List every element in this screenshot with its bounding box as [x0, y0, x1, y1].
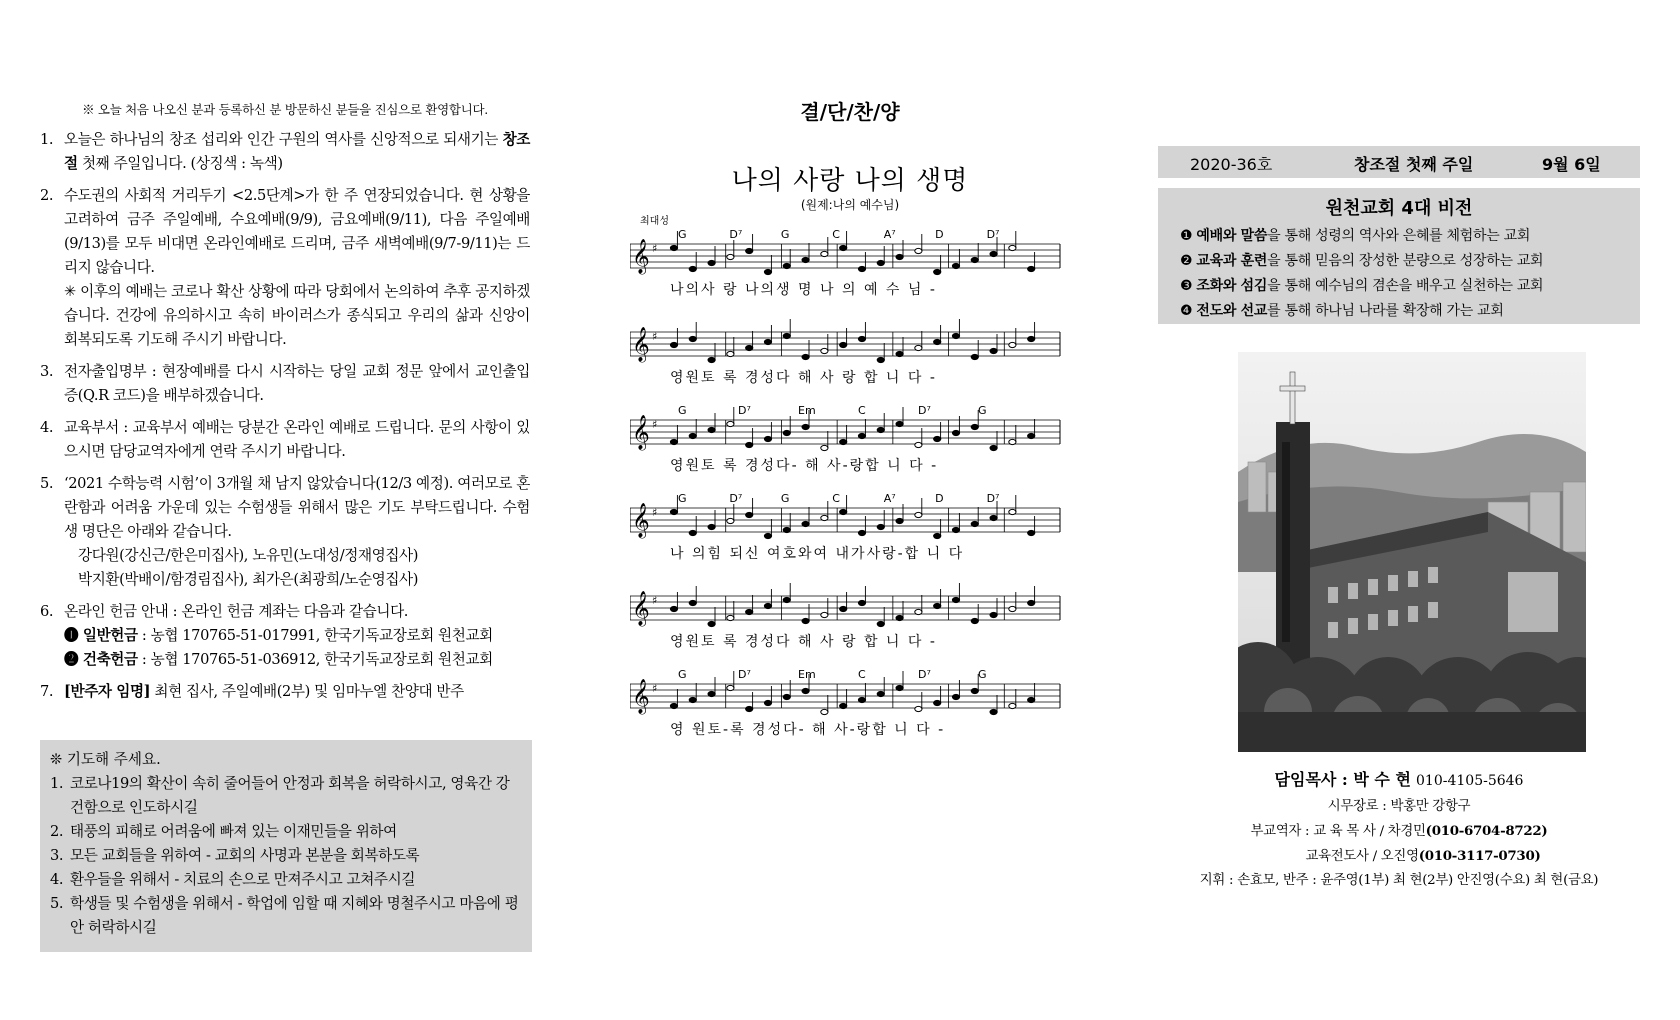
student-list-line: 박지환(박배이/함경림집사), 최가은(최광희/노순영집사): [78, 571, 419, 588]
note-head: [670, 606, 677, 611]
prayer-requests-box: [40, 740, 532, 952]
notice-number: 7.: [40, 683, 54, 700]
liturgical-day: 창조절 첫째 주일: [1354, 155, 1474, 174]
treble-clef: 𝄞: [632, 679, 650, 714]
notice-number: 4.: [40, 419, 54, 436]
note-head: [783, 597, 790, 602]
notice-text: ‘2021 수학능력 시험’이 3개월 채 남지 않았습니다(12/3 예정). 여러모로 혼란함과 어려움 가운데 있는 수험생들 위해서 많은 기도 부탁드립니다. 수험생 명단은 아래와 같습니다.: [64, 475, 530, 540]
notice-text: 오늘은 하나님의 창조 섭리와 인간 구원의 역사를 신앙적으로 되새기는: [64, 131, 503, 148]
note-head: [877, 524, 884, 529]
note-head: [877, 621, 884, 626]
chord-label: D⁷: [986, 492, 1000, 505]
note-head: [858, 336, 865, 341]
note-head: [802, 618, 809, 623]
note-head: [783, 263, 790, 268]
key-sharp: ♯: [652, 330, 658, 343]
note-head: [990, 445, 997, 450]
notice-4: [40, 416, 530, 464]
note-head: [952, 263, 959, 268]
note-head: [934, 269, 941, 274]
note-head: [877, 260, 884, 265]
note-head: [727, 685, 734, 690]
issue-date: 9월 6일: [1542, 155, 1601, 174]
note-head: [990, 515, 997, 520]
note-head: [990, 348, 997, 353]
vision-item: ❶ 예배와 말씀을 통해 성령의 역사와 은혜를 체험하는 교회: [1180, 228, 1531, 244]
note-head: [708, 357, 715, 362]
note-head: [764, 269, 771, 274]
chord-label: A⁷: [883, 228, 896, 241]
note-head: [727, 421, 734, 426]
key-sharp: ♯: [652, 594, 658, 607]
chord-label: D⁷: [738, 404, 751, 417]
note-head: [877, 427, 884, 432]
note-head: [934, 603, 941, 608]
note-head: [934, 533, 941, 538]
chord-label: Em: [798, 404, 816, 417]
chord-label: D⁷: [986, 228, 1000, 241]
lyric-line: 영원토 록 경성다 해 사 랑 합 니 다 -: [670, 634, 937, 650]
vision-title: 원천교회 4대 비전: [1325, 198, 1473, 219]
vision-item: ❸ 조화와 섬김을 통해 예수님의 겸손을 배우고 실천하는 교회: [1180, 278, 1544, 294]
notice-text: 수도권의 사회적 거리두기 <2.5단계>가 한 주 연장되었습니다. 현 상황을 고려하여 금주 주일예배, 수요예배(9/9), 금요예배(9/11), 다음 주일예배(9/13)를 모두 비대면 온라인예배로 드리며, 금주 새벽예배(9/7-9/11)는 드리지 않습니다.: [64, 187, 530, 276]
note-head: [708, 691, 715, 696]
notice-number: 3.: [40, 363, 54, 380]
chord-label: D⁷: [918, 668, 931, 681]
chord-label: Em: [798, 668, 816, 681]
chord-label: D⁷: [738, 668, 751, 681]
note-head: [1028, 697, 1035, 702]
note-head: [689, 336, 696, 341]
chord-label: A⁷: [883, 492, 896, 505]
note-head: [670, 703, 677, 708]
key-sharp: ♯: [652, 506, 658, 519]
education-evangelist: 교육전도사 / 오진영(010-3117-0730): [1305, 848, 1541, 864]
chord-label: C: [858, 668, 866, 681]
note-head: [727, 615, 734, 620]
note-head: [746, 706, 753, 711]
song-subtitle: (원제:나의 예수님): [800, 198, 900, 212]
note-head: [689, 433, 696, 438]
note-head: [952, 333, 959, 338]
lyric-line: 나 의힘 되신 여호와여 내가사랑-합 니 다: [670, 546, 965, 562]
note-head: [971, 521, 978, 526]
note-head: [821, 445, 828, 450]
note-head: [670, 439, 677, 444]
note-head: [896, 351, 903, 356]
note-head: [896, 615, 903, 620]
chord-label: G: [780, 228, 790, 241]
chord-label: D: [935, 492, 944, 505]
prayer-item: 3. 모든 교회들을 위하여 - 교회의 사명과 본분을 회복하도록: [50, 847, 420, 864]
note-head: [1028, 530, 1035, 535]
note-head: [877, 691, 884, 696]
prayer-title: ❊ 기도해 주세요.: [50, 751, 161, 768]
note-head: [952, 597, 959, 602]
notice-3: [40, 360, 530, 408]
lyric-line: 나의사 랑 나의생 명 나 의 예 수 님 -: [670, 282, 937, 298]
treble-clef: 𝄞: [632, 415, 650, 450]
senior-pastor: 담임목사 : 박 수 현 010-4105-5646: [1274, 770, 1524, 789]
note-head: [1028, 600, 1035, 605]
note-head: [689, 266, 696, 271]
note-head: [915, 609, 922, 614]
prayer-item: 1. 코로나19의 확산이 속히 줄어들어 안정과 회복을 허락하시고, 영육간 강건함으로 인도하시길: [50, 775, 510, 816]
vision-item: ❷ 교육과 훈련을 통해 믿음의 장성한 분량으로 성장하는 교회: [1180, 253, 1544, 269]
note-head: [915, 345, 922, 350]
note-head: [896, 421, 903, 426]
note-head: [670, 509, 677, 514]
lyric-line: 영원토 록 경성다- 해 사-랑합 니 다 -: [670, 458, 939, 474]
treble-clef: 𝄞: [632, 503, 650, 538]
chord-label: G: [978, 668, 987, 681]
note-head: [708, 260, 715, 265]
note-head: [802, 521, 809, 526]
note-head: [1009, 606, 1016, 611]
staff-info: [1158, 766, 1640, 893]
associate-pastor: 부교역자 : 교 육 목 사 / 차경민(010-6704-8722): [1250, 823, 1548, 839]
note-head: [821, 251, 828, 256]
note-head: [746, 442, 753, 447]
note-head: [746, 609, 753, 614]
chord-label: D⁷: [918, 404, 931, 417]
note-head: [877, 357, 884, 362]
note-head: [802, 257, 809, 262]
chord-label: G: [678, 404, 687, 417]
treble-clef: 𝄞: [632, 591, 650, 626]
treble-clef: 𝄞: [632, 327, 650, 362]
note-head: [746, 345, 753, 350]
note-head: [670, 342, 677, 347]
note-head: [1028, 266, 1035, 271]
note-head: [1009, 703, 1016, 708]
key-sharp: ♯: [652, 418, 658, 431]
note-head: [764, 700, 771, 705]
chord-label: D: [935, 228, 944, 241]
note-head: [971, 618, 978, 623]
note-head: [1028, 336, 1035, 341]
notice-6: [40, 600, 530, 672]
note-head: [971, 424, 978, 429]
note-head: [1009, 509, 1016, 514]
notice-number: 1.: [40, 131, 54, 148]
note-head: [783, 527, 790, 532]
note-head: [858, 530, 865, 535]
notice-text: 교육부서 : 교육부서 예배는 당분간 온라인 예배로 드립니다. 문의 사항이 있으시면 담당교역자에게 연락 주시기 바랍니다.: [64, 419, 530, 460]
prayer-item: 5. 학생들 및 수험생을 위해서 - 학업에 임할 때 지혜와 명철주시고 마음에 평안 허락하시길: [50, 895, 519, 936]
note-head: [689, 600, 696, 605]
note-head: [971, 688, 978, 693]
note-head: [783, 333, 790, 338]
note-head: [952, 527, 959, 532]
key-sharp: ♯: [652, 682, 658, 695]
note-head: [840, 509, 847, 514]
notice-2: [40, 184, 530, 352]
note-head: [746, 512, 753, 517]
notice-5: [40, 472, 530, 592]
note-head: [764, 533, 771, 538]
offering-account-general: ❶ 일반헌금 : 농협 170765-51-017991, 한국기독교장로회 원천교회: [64, 627, 493, 644]
student-list-line: 강다원(강신근/한은미집사), 노유민(노대성/정재영집사): [78, 547, 419, 564]
note-head: [783, 694, 790, 699]
note-head: [821, 348, 828, 353]
note-head: [764, 603, 771, 608]
note-head: [915, 706, 922, 711]
lyric-line: 영원토 록 경성다 해 사 랑 합 니 다 -: [670, 370, 937, 386]
vision-item: ❹ 전도와 선교를 통해 하나님 나라를 확장해 가는 교회: [1180, 303, 1504, 319]
note-head: [952, 694, 959, 699]
note-head: [858, 697, 865, 702]
note-head: [990, 251, 997, 256]
elders: 시무장로 : 박홍만 강항구: [1327, 799, 1471, 814]
notice-text: 첫째 주일입니다. (상징색 : 녹색): [77, 155, 283, 172]
hymn-section: [630, 92, 1070, 752]
lyric-line: 영 원토-록 경성다- 해 사-랑합 니 다 -: [670, 722, 946, 738]
note-head: [896, 518, 903, 523]
note-head: [1028, 433, 1035, 438]
note-head: [708, 524, 715, 529]
chord-label: G: [780, 492, 790, 505]
note-head: [858, 433, 865, 438]
vision-box: [1158, 188, 1640, 324]
note-head: [934, 436, 941, 441]
chord-label: C: [832, 492, 840, 505]
chord-label: G: [678, 668, 687, 681]
note-head: [821, 515, 828, 520]
note-head: [1009, 342, 1016, 347]
note-head: [840, 703, 847, 708]
notice-subnote: ✳ 이후의 예배는 코로나 확산 상황에 따라 당회에서 논의하여 추후 공지하겠습니다. 건강에 유의하시고 속히 바이러스가 종식되고 우리의 삶과 신앙이 회복되도록 기도해 주시기 바랍니다.: [64, 283, 530, 348]
note-head: [896, 685, 903, 690]
note-head: [915, 248, 922, 253]
prayer-item: 4. 환우들을 위해서 - 치료의 손으로 만져주시고 고쳐주시길: [50, 871, 416, 888]
notice-emphasis: 창조절: [64, 131, 530, 172]
note-head: [802, 354, 809, 359]
chord-label: D⁷: [729, 228, 743, 241]
music-staff: 지휘 : 손효모, 반주 : 윤주영(1부) 최 현(2부) 안진영(수요) 최 현(금요): [1199, 873, 1599, 888]
notice-text: 전자출입명부 : 현장예배를 다시 시작하는 당일 교회 정문 앞에서 교인출입증(Q.R 코드)을 배부하겠습니다.: [64, 363, 530, 404]
note-head: [764, 339, 771, 344]
notice-emphasis: [반주자 임명]: [64, 683, 151, 700]
note-head: [896, 254, 903, 259]
note-head: [727, 254, 734, 259]
notice-text: 온라인 헌금 안내 : 온라인 헌금 계좌는 다음과 같습니다.: [64, 603, 409, 620]
notice-number: 6.: [40, 603, 54, 620]
note-head: [971, 354, 978, 359]
note-head: [783, 430, 790, 435]
note-head: [727, 351, 734, 356]
note-head: [727, 518, 734, 523]
notice-text: 최현 집사, 주일예배(2부) 및 임마누엘 찬양대 반주: [150, 683, 464, 700]
notice-1: [40, 128, 530, 176]
issue-bar: [1158, 146, 1640, 178]
note-head: [934, 339, 941, 344]
note-head: [915, 442, 922, 447]
note-head: [708, 427, 715, 432]
note-head: [990, 709, 997, 714]
note-head: [934, 700, 941, 705]
notice-number: 5.: [40, 475, 54, 492]
sheet-music: [630, 222, 1070, 762]
issue-number: 2020-36호: [1190, 155, 1273, 174]
section-title: 결/단/찬/양: [800, 100, 900, 124]
chord-label: C: [858, 404, 866, 417]
notice-number: 2.: [40, 187, 54, 204]
note-head: [952, 430, 959, 435]
note-head: [708, 621, 715, 626]
song-title: 나의 사랑 나의 생명: [731, 166, 969, 196]
chord-label: G: [678, 492, 687, 505]
prayer-item: 2. 태풍의 피해로 어려움에 빠져 있는 이재민들을 위하여: [50, 823, 397, 840]
note-head: [1009, 245, 1016, 250]
note-head: [821, 612, 828, 617]
chord-label: G: [678, 228, 687, 241]
note-head: [1009, 439, 1016, 444]
chord-label: D⁷: [729, 492, 743, 505]
note-head: [802, 424, 809, 429]
chord-label: G: [978, 404, 987, 417]
note-head: [764, 436, 771, 441]
notice-7: [40, 680, 530, 704]
key-sharp: ♯: [652, 242, 658, 255]
note-head: [858, 600, 865, 605]
note-head: [858, 266, 865, 271]
note-head: [689, 697, 696, 702]
church-photo: [1238, 352, 1586, 752]
announcements-column: [40, 100, 530, 704]
note-head: [915, 512, 922, 517]
notice-list: [40, 128, 530, 704]
offering-account-building: ❷ 건축헌금 : 농협 170765-51-036912, 한국기독교장로회 원천교회: [64, 651, 493, 668]
chord-label: C: [832, 228, 840, 241]
note-head: [840, 245, 847, 250]
note-head: [840, 342, 847, 347]
note-head: [971, 257, 978, 262]
note-head: [670, 245, 677, 250]
note-head: [746, 248, 753, 253]
note-head: [821, 709, 828, 714]
note-head: [990, 612, 997, 617]
note-head: [840, 606, 847, 611]
treble-clef: 𝄞: [632, 239, 650, 274]
welcome-message: ※ 오늘 처음 나오신 분과 등록하신 분 방문하신 분들을 진심으로 환영합니다.: [82, 102, 488, 117]
note-head: [802, 688, 809, 693]
composer: 최대성: [640, 216, 669, 227]
note-head: [840, 439, 847, 444]
pastor-phone: 010-4105-5646: [1416, 773, 1524, 789]
note-head: [689, 530, 696, 535]
